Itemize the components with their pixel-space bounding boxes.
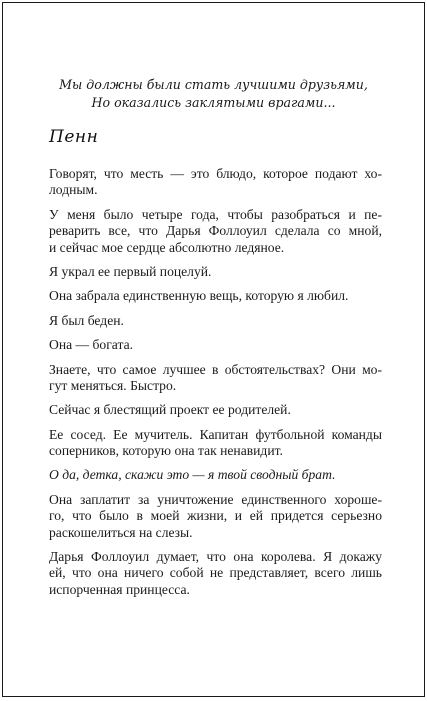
paragraph-line: Дарья Фоллоуил думает, что она королева. Я докажу <box>49 549 382 565</box>
paragraph <box>49 166 382 199</box>
paragraph-line: реварить все, что Дарья Фоллоуил сделала со мной, <box>49 223 382 239</box>
paragraph-line: Сейчас я блестящий проект ее родителей. <box>49 402 291 418</box>
paragraph-line: ей, что она ничего собой не представляет, всего лишь <box>49 565 382 581</box>
paragraph-line: О да, детка, скажи это — я твой сводный брат. <box>49 467 336 483</box>
paragraph-line: Я был беден. <box>49 312 124 328</box>
paragraph <box>49 427 382 460</box>
paragraph-line: Она заплатит за уничтожение единственного хороше- <box>49 491 382 507</box>
book-page <box>2 2 425 697</box>
paragraph <box>49 402 382 418</box>
paragraph-line: гут меняться. Быстро. <box>49 377 177 393</box>
paragraph-line: Ее сосед. Ее мучитель. Капитан футбольной команды <box>49 426 382 442</box>
chapter-heading: Пенн <box>49 127 99 147</box>
paragraph-line: раскошелиться на слезы. <box>49 524 193 540</box>
epigraph-line: Мы должны были стать лучшими друзьями, <box>59 77 368 92</box>
paragraph-line: Я украл ее первый поцелуй. <box>49 263 212 279</box>
paragraph-line: лодным. <box>49 182 98 198</box>
paragraph <box>49 288 382 304</box>
paragraph-line: Она забрала единственную вещь, которую я любил. <box>49 288 349 304</box>
paragraph-line: Знаете, что самое лучшее в обстоятельствах? Они мо- <box>49 361 382 377</box>
epigraph-line: Но оказались заклятыми врагами... <box>91 95 336 110</box>
paragraph <box>49 313 382 329</box>
paragraph <box>49 337 382 353</box>
paragraph <box>49 207 382 256</box>
paragraph-line: Она — богата. <box>49 337 134 353</box>
paragraph-line: и сейчас мое сердце абсолютно ледяное. <box>49 239 285 255</box>
paragraph-line: соперников, которую она так ненавидит. <box>49 443 283 459</box>
paragraph <box>49 362 382 395</box>
body-text <box>49 166 382 606</box>
paragraph <box>49 467 382 483</box>
paragraph <box>49 264 382 280</box>
paragraph-line: Говорят, что месть — это блюдо, которое подают хо- <box>49 166 382 181</box>
paragraph-line: испорченная принцесса. <box>49 581 190 597</box>
epigraph <box>23 76 404 112</box>
paragraph-line: го, что было в моей жизни, и ей придется серьезно <box>49 508 382 524</box>
paragraph <box>49 549 382 598</box>
paragraph-line: У меня было четыре года, чтобы разобраться и пе- <box>49 206 382 222</box>
paragraph <box>49 492 382 541</box>
